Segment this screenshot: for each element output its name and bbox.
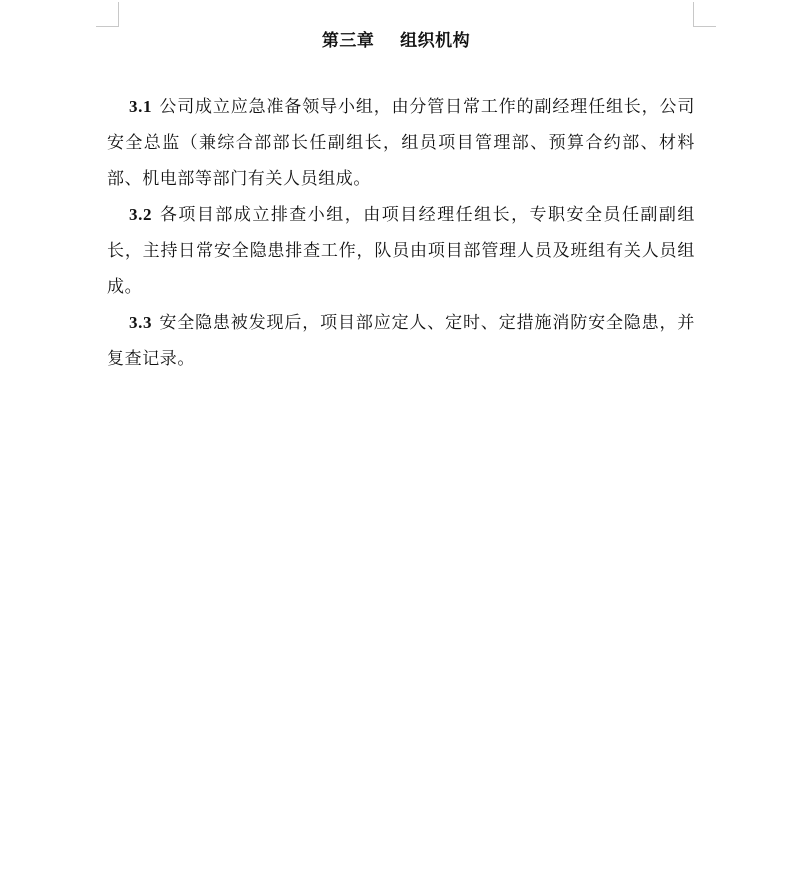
paragraph-number: 3.1 xyxy=(129,97,153,116)
paragraph-3-2 xyxy=(107,197,695,305)
page-corner-mark-right xyxy=(693,2,716,27)
paragraph-number: 3.2 xyxy=(129,205,153,224)
paragraph-3-1 xyxy=(107,89,695,197)
paragraph-text: 各项目部成立排查小组，由项目经理任组长，专职安全员任副副组长，主持日常安全隐患排查工作，队员由项目部管理人员及班组有关人员组成。 xyxy=(107,205,695,297)
paragraph-3-3 xyxy=(107,305,695,377)
paragraph-text: 公司成立应急准备领导小组，由分管日常工作的副经理任组长，公司安全总监（兼综合部部长任副组长，组员项目管理部、预算合约部、材料部、机电部等部门有关人员组成。 xyxy=(107,97,695,189)
page-corner-mark-left xyxy=(96,2,119,27)
paragraph-number: 3.3 xyxy=(129,313,153,332)
document-body xyxy=(107,89,695,377)
chapter-title: 第三章 组织机构 xyxy=(321,31,471,51)
paragraph-text: 安全隐患被发现后，项目部应定人、定时、定措施消防安全隐患，并复查记录。 xyxy=(107,313,695,369)
